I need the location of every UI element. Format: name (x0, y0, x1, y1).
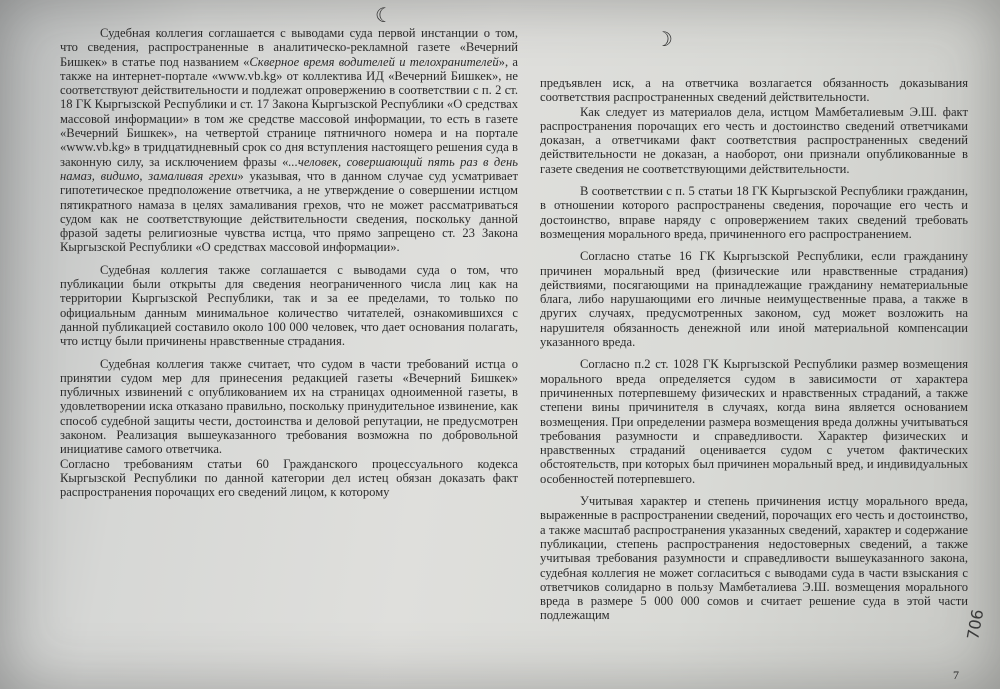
page-number: 7 (953, 668, 959, 682)
punch-hole-mark: ☾ (375, 5, 393, 27)
left-column (60, 16, 518, 500)
paragraph: Судебная коллегия также соглашается с выводами суда о том, что публикации были открыты для сведения неограниченного числа лиц как на территории Кыргызской Республики, так и за ее пределами, то только по официальным данным минимальное количество читателей, ознакомившихся с данной публикацией составило около 100 000 человек, что дает основания полагать, что истцу были причинены нравственные страдания. (60, 262, 518, 349)
paragraph: Согласно требованиям статьи 60 Гражданского процессуального кодекса Кыргызской Республики по данной категории дел истец обязан доказать факт распространения порочащих его сведений лицом, к которому (60, 456, 518, 500)
paragraph: предъявлен иск, а на ответчика возлагается обязанность доказывания соответствия распространенных сведений действительности. (540, 76, 968, 105)
paragraph: Судебная коллегия также считает, что судом в части требований истца о принятии судом мер для принесения редакцией газеты «Вечерний Бишкек» публичных извинений с опубликованием их на страницах одноименной газеты, в удовлетворении иска отказано правильно, поскольку принудительное извинение, как способ судебной защиты чести, достоинства и деловой репутации, не предусмотрен законом. Реализация вышеуказанного требования возможна по добровольной инициативе самого ответчика. (60, 356, 518, 457)
margin-note: 706 (963, 607, 988, 642)
paragraph: Как следует из материалов дела, истцом Мамбеталиевым Э.Ш. факт распространения порочащих его честь и достоинство сведений ответчиками доказан, а ответчиками факт соответствия распространенных сведений действительности не доказан, а наоборот, они признали опубликованные в газете сведения не соответствующими действительности. (540, 104, 968, 176)
paragraph: Согласно п.2 ст. 1028 ГК Кыргызской Республики размер возмещения морального вреда определяется судом в зависимости от характера причиненных потерпевшему физических и нравственных страданий, а также степени вины причинителя в случаях, когда вина является основанием возмещения. При определении размера возмещения вреда должны учитываться требования разумности и справедливости. Характер физических и нравственных страданий оценивается судом с учетом фактических обстоятельств, при которых был причинен моральный вред, и индивидуальных особенностей потерпевшего. (540, 357, 968, 486)
paragraph: Судебная коллегия соглашается с выводами суда первой инстанции о том, что сведения, распространенные в аналитическо-рекламной газете «Вечерний Бишкек» в статье под названием «Скверное время водителей и телохранителей», а также на интернет-портале «www.vb.kg» от коллектива ИД «Вечерний Бишкек», не соответствуют действительности и подлежат опровержению в соответствии с п. 2 ст. 18 ГК Кыргызской Республики и ст. 17 Закона Кыргызской Республики «О средствах массовой информации» в том же средстве массовой информации, то есть в газете «Вечерний Бишкек», на четвертой странице пятничного номера и на портале «www.vb.kg» в тридцатидневный срок со дня вступления настоящего решения суда в законную силу, за исключением фразы «...человек, совершающий пять раз в день намаз, видимо, замаливая грехи» указывая, что в данном случае суд усматривает гипотетическое предположение ответчика, а не утверждение о совершении истцом пятикратного намаза в целях замаливания грехов, что не может рассматриваться судом как не соответствующие действительности сведения, поскольку данной фразой задеты религиозные чувства истца, что прямо запрещено ст. 23 Закона Кыргызской Республики «О средствах массовой информации». (60, 26, 518, 255)
right-column (540, 76, 968, 623)
paragraph: Учитывая характер и степень причинения истцу морального вреда, выраженные в распространении сведений, порочащих его честь и достоинство, а также масштаб распространения указанных сведений, характер и содержание публикации, степень распространения недостоверных сведений, а также учитывая требования разумности и справедливости вышеуказанного закона, судебная коллегия не может согласиться с выводами суда в части взыскания с ответчиков солидарно в пользу Мамбеталиева Э.Ш. возмещения морального вреда в размере 5 000 000 сомов и считает решение суда в этой части подлежащим (540, 494, 968, 623)
paragraph: Согласно статье 16 ГК Кыргызской Республики, если гражданину причинен моральный вред (физические или нравственные страдания) действиями, посягающими на принадлежащие гражданину нематериальные блага, либо нарушающими его личные неимущественные права, а также в других случаях, предусмотренных законом, суд может возложить на нарушителя обязанность денежной или иной материальной компенсации указанного вреда. (540, 249, 968, 350)
punch-hole-mark: ☽ (655, 29, 673, 51)
paragraph: В соответствии с п. 5 статьи 18 ГК Кыргызской Республики гражданин, в отношении которого распространены сведения, порочащие его честь и достоинство, вправе наряду с опровержением таких сведений требовать возмещения морального вреда, причиненного его распространением. (540, 184, 968, 241)
